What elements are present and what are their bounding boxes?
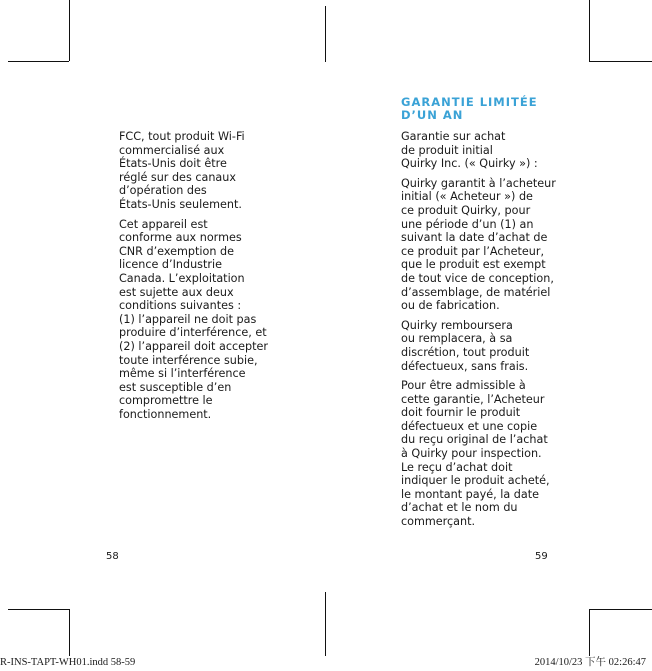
crop-mark <box>589 609 652 610</box>
crop-mark <box>325 6 326 62</box>
slug-timestamp: 2014/10/23 下午 02:26:47 <box>534 657 646 668</box>
page-number-right: 59 <box>535 551 548 562</box>
page-number-left: 58 <box>106 551 119 562</box>
warranty-coverage-paragraph: Quirky garantit à l’acheteur initial (« Acheteur ») de ce produit Quirky, pour une période d’un (1) an suivant la date d’achat de ce produit par l’Acheteur, que le produit est exempt de tout vice de conception, d’assemblage, de matériel ou de fabrication. <box>401 176 556 313</box>
crop-mark <box>8 61 69 62</box>
crop-mark <box>589 0 590 61</box>
slug-filename: R-INS-TAPT-WH01.indd 58-59 <box>0 657 136 668</box>
right-page-body <box>401 96 561 535</box>
crop-mark <box>589 609 590 656</box>
crop-mark <box>589 61 652 62</box>
crop-mark <box>69 0 70 61</box>
crop-mark <box>69 609 70 656</box>
crop-mark <box>8 609 69 610</box>
industry-canada-paragraph: Cet appareil est conforme aux normes CNR d’exemption de licence d’Industrie Canada. L’exploitation est sujette aux deux conditions suivantes : (1) l’appareil ne doit pas produire d’interférence, et (2) l’appareil doit accepter toute interférence subie, même si l’interférence est susceptible d’en compromettre le fonctionnement. <box>119 217 268 421</box>
warranty-eligibility-paragraph: Pour être admissible à cette garantie, l’Acheteur doit fournir le produit défectueux et une copie du reçu original de l’achat à Quirky pour inspection. Le reçu d’achat doit indiquer le produit acheté, le montant payé, la date d’achat et le nom du commerçant. <box>401 379 550 529</box>
left-page-body <box>119 130 269 427</box>
warranty-intro-paragraph: Garantie sur achat de produit initial Quirky Inc. (« Quirky ») : <box>401 130 538 171</box>
fcc-paragraph: FCC, tout produit Wi-Fi commercialisé aux États-Unis doit être réglé sur des canaux d’opération des États-Unis seulement. <box>119 130 245 211</box>
warranty-heading: GARANTIE LIMITÉE D’UN AN <box>401 95 538 122</box>
warranty-refund-paragraph: Quirky remboursera ou remplacera, à sa discrétion, tout produit défectueux, sans frais. <box>401 318 530 373</box>
crop-mark <box>325 592 326 656</box>
